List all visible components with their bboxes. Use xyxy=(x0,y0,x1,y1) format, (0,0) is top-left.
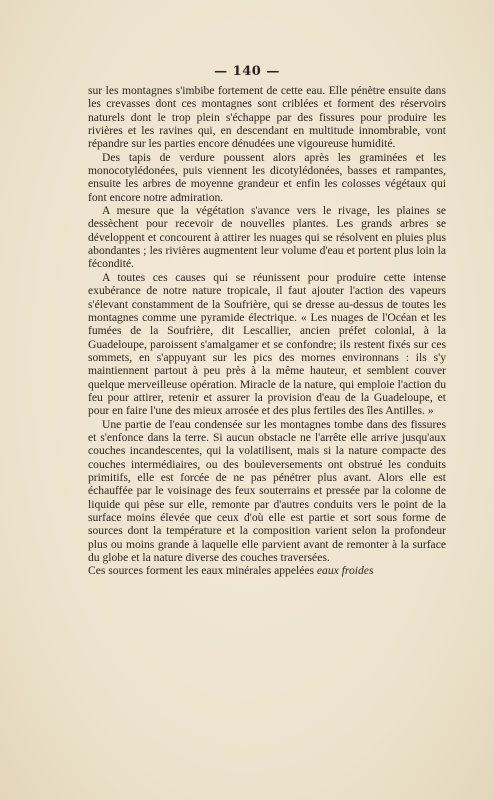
paragraph: Une partie de l'eau condensée sur les montagnes tombe dans des fissures et s'enfonce dans la terre. Si aucun obstacle ne l'arrête elle arrive jusqu'aux couches incandescentes, qui la volatilisent, mais si la nature compacte des couches intermédiaires, ou des bouleversements ont obstrué les conduits primitifs, elle est forcée de ne pas pénétrer plus avant. Alors elle est échauffée par le voisinage des feux souterrains et pressée par la colonne de liquide qui pèse sur elle, remonte par d'autres conduits vers le point de la surface moins élevée que ceux d'où elle est partie et sort sous forme de sources dont la température et la composition varient selon la profondeur plus ou moins grande à laquelle elle parvient avant de remonter à la surface du globe et la nature diverse des couches traversées. xyxy=(88,417,446,565)
last-line-text: Ces sources forment les eaux minérales appelées xyxy=(88,564,317,578)
italic-term: eaux froides xyxy=(316,564,374,578)
paragraph: A toutes ces causes qui se réunissent pour produire cette intense exubérance de notre nature tropicale, il faut ajouter l'action des vapeurs s'élevant constamment de la Soufrière, qui se dresse au-dessus de toutes les montagnes comme une pyramide électrique. « Les nuages de l'Océan et les fumées de la Soufrière, dit Lescallier, ancien préfet colonial, à la Guadeloupe, paroissent s'amalgamer et se confondre; ils restent fixés sur ces sommets, en s'appuyant sur les pics des mornes environnans : ils s'y maintiennent partout à peu près à la même hauteur, et semblent couver quelque merveilleuse opération. Miracle de la nature, qui emploie l'action du feu pour attirer, retenir et assurer la provision d'eau de la Guadeloupe, et pour en faire l'une des mieux arrosée et des plus fertiles des îles Antilles. » xyxy=(88,270,446,418)
paragraph: Des tapis de verdure poussent alors après les graminées et les monocotylédonées, puis viennent les dicotylédonées, basses et rampantes, ensuite les arbres de moyenne grandeur et enfin les colosses végétaux qui font encore notre admiration. xyxy=(88,150,446,204)
paragraph: A mesure que la végétation s'avance vers le rivage, les plaines se dessèchent pour recevoir de nouvelles plantes. Les grands arbres se développent et concourent à attirer les nuages qui se résolvent en pluies plus abondantes ; les rivières augmentent leur volume d'eau et portent plus loin la fécondité. xyxy=(88,204,446,271)
paragraph: sur les montagnes s'imbibe fortement de cette eau. Elle pénètre ensuite dans les crevasses dont ces montagnes sont criblées et forment des réservoirs naturels dont le trop plein s'échappe par des fissures pour produire les rivières et les ravines qui, en descendant en multitude innombrable, vont répandre sur les parties encore dénudées une vigoureuse humidité. xyxy=(88,84,446,151)
paragraph-last-line xyxy=(88,564,446,577)
body-text xyxy=(88,84,446,578)
page-number: — 140 — xyxy=(214,64,280,79)
